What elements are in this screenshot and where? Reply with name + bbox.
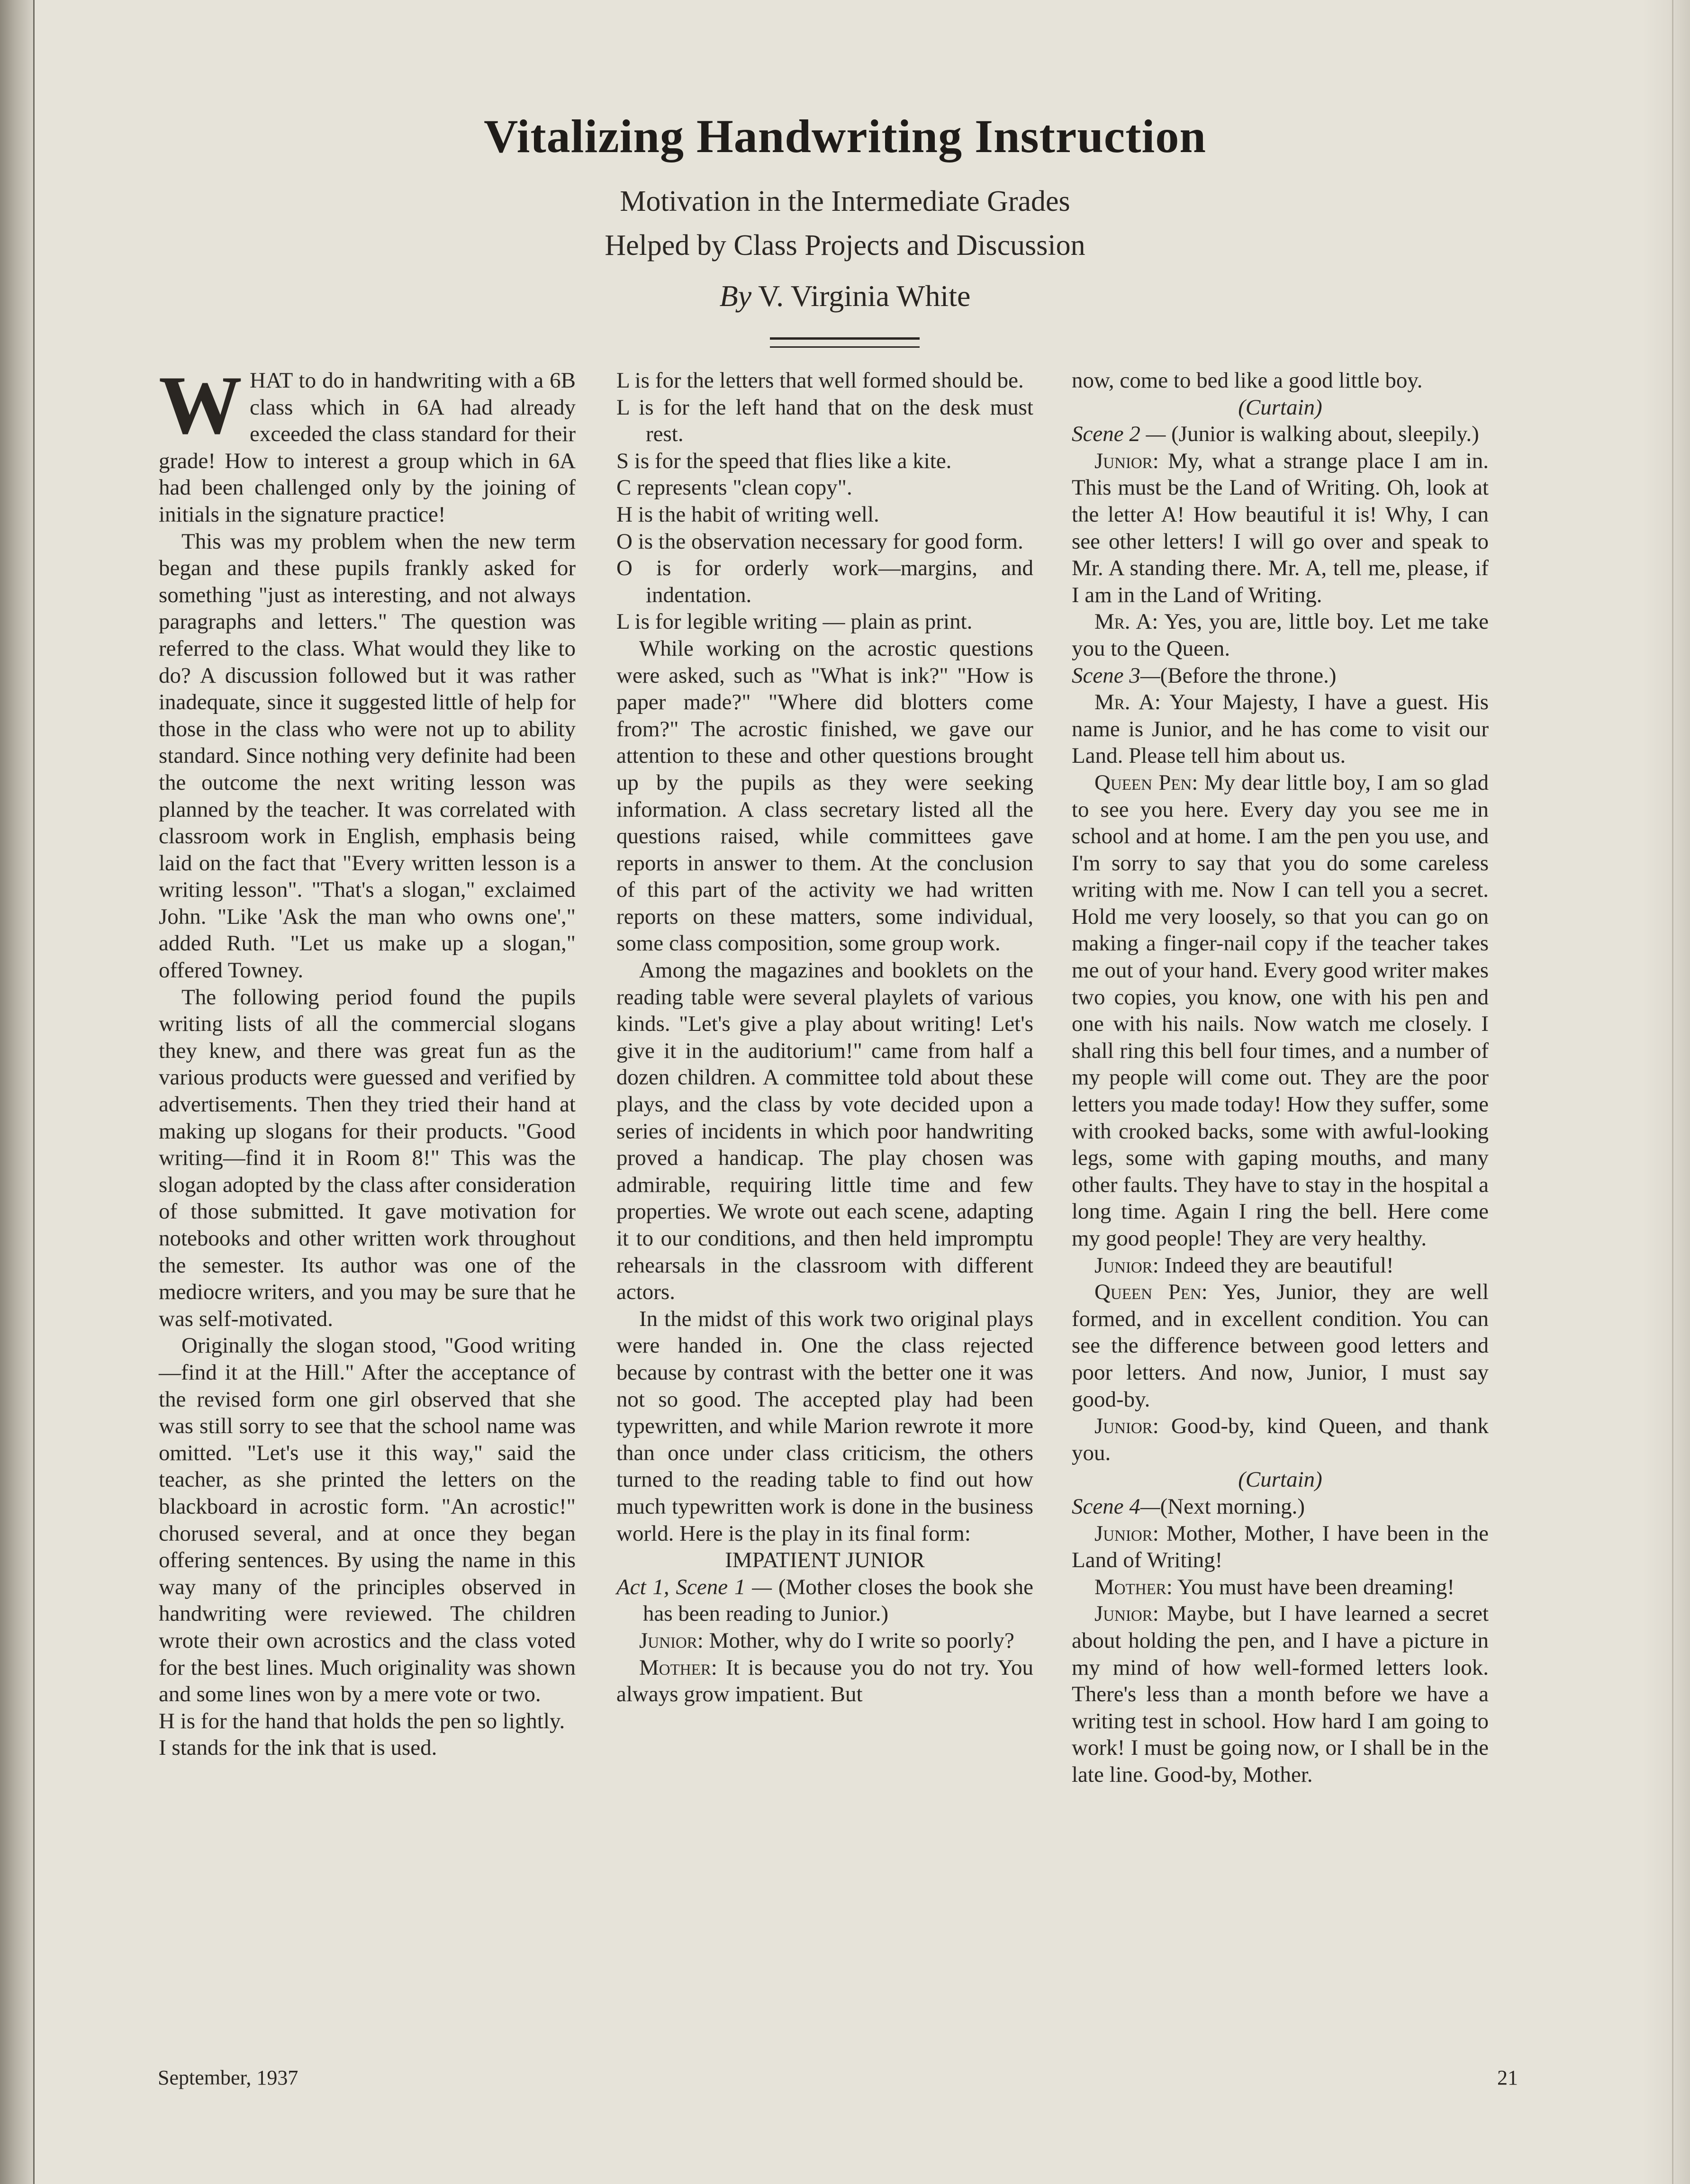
dialogue-line (1072, 1279, 1489, 1413)
page-right-edge (1643, 0, 1690, 2184)
scene-label: Scene 2 — (1072, 422, 1166, 447)
dialogue-text: My dear little boy, I am so glad to see you here. Every day you see me in school and at home. I am the pen you use, and I'm sorry to say that you do some careless writing with me. Now I can tell you a secret. Hold me very loosely, so that you can go on making a finger-nail copy if the teacher takes me out of your hand. Every good writer makes two copies, you know, one with his pen and one with his nails. Now watch me closely. I shall ring this bell four times, and a number of my people will come out. They are the poor letters you made today! How they suffer, some with crooked backs, some with awful-looking legs, some with gaping mouths, and many other faults. They have to stay in the hospital a long time. Again I ring the bell. Here come my good people! They are very healthy. (1072, 770, 1489, 1251)
acrostic-line: C represents "clean copy". (616, 475, 852, 500)
dialogue-text: Indeed they are beautiful! (1164, 1253, 1394, 1278)
article-subtitle-line-1: Motivation in the Intermediate Grades (620, 185, 1070, 217)
dialogue-line (1072, 1574, 1489, 1601)
title-divider-rule (770, 337, 920, 348)
paragraph: Originally the slogan stood, "Good writing—find it at the Hill." After the acceptance of the revised form one girl observed that she was still sorry to see that the school name was omitted. "Let's use it this way," said the teacher, as she printed the letters on the blackboard in acrostic form. "An acrostic!" chorused several, and at once they began offering sentences. By using the name in this way many of the principles observed in handwriting were reviewed. The children wrote their own acrostics and the class voted for the best lines. Much originality was shown and some lines won by a mere vote or two. (159, 1333, 576, 1707)
dialogue-line (1072, 608, 1489, 662)
dialogue-continuation: now, come to bed like a good little boy. (1072, 368, 1423, 393)
acrostic-line: L is for the left hand that on the desk must rest. (616, 395, 1033, 447)
dialogue-text: Mother, Mother, I have been in the Land of Writing! (1072, 1521, 1489, 1573)
speaker-name: Mother: (1094, 1574, 1173, 1599)
article-subtitle-line-2: Helped by Class Projects and Discussion (605, 229, 1085, 262)
scene-label: Scene 4— (1072, 1494, 1160, 1519)
dialogue-line (616, 1627, 1033, 1654)
acrostic-line: H is for the hand that holds the pen so lightly. (159, 1708, 565, 1733)
dialogue-text: My, what a strange place I am in. This must be the Land of Writing. Oh, look at the letter A! How beautiful it is! Why, I can see other letters! I will go over and speak to Mr. A standing there. Mr. A, tell me, please, if I am in the Land of Writing. (1072, 448, 1489, 607)
dialogue-text: It is because you do not try. You always grow impatient. But (616, 1655, 1033, 1707)
stage-direction-text: (Before the throne.) (1160, 663, 1337, 688)
curtain-direction: (Curtain) (1238, 395, 1322, 420)
byline-by-label: By (719, 279, 752, 313)
acrostic-line: L is for the letters that well formed should be. (616, 368, 1024, 393)
speaker-name: Junior: (1094, 1601, 1159, 1626)
author-name: V. Virginia White (758, 279, 971, 313)
dialogue-line (1072, 1600, 1489, 1788)
dialogue-line (1072, 1520, 1489, 1574)
dialogue-line (1072, 769, 1489, 1252)
play-title: IMPATIENT JUNIOR (725, 1548, 925, 1573)
paragraph: Among the magazines and booklets on the reading table were several playlets of various kinds. "Let's give a play about writing! Let's give it in the auditorium!" came from half a dozen children. A committee told about these plays, and the class by vote decided upon a series of incidents in which poor handwriting proved a handicap. The play chosen was admirable, requiring little time and few properties. We wrote out each scene, adapting it to our conditions, and then held impromptu rehearsals in the classroom with different actors. (616, 958, 1033, 1305)
byline (0, 279, 1690, 314)
speaker-name: Junior: (1094, 1521, 1159, 1546)
speaker-name: Junior: (1094, 448, 1159, 473)
acrostic-line: I stands for the ink that is used. (159, 1735, 437, 1760)
dialogue-text: Yes, Junior, they are well formed, and in excellent condition. You can see the difference between good letters and poor letters. And now, Junior, I must say good-by. (1072, 1280, 1489, 1412)
page-gutter-line (33, 0, 35, 2184)
paragraph: While working on the acrostic questions were asked, such as "What is ink?" "How is paper made?" "Where did blotters come from?" The acrostic finished, we gave our attention to these and other questions brought up by the pupils as they were seeking information. A class secretary listed all the questions raised, while committees gave reports in answer to them. At the conclusion of this part of the activity we had written reports on these matters, some individual, some class composition, some group work. (616, 636, 1033, 956)
issue-date: September, 1937 (158, 2066, 298, 2089)
curtain-direction: (Curtain) (1238, 1467, 1322, 1492)
acrostic-line: O is the observation necessary for good form. (616, 529, 1023, 554)
acrostic-line: O is for orderly work—margins, and indentation. (616, 556, 1033, 607)
stage-direction (1072, 421, 1489, 448)
paragraph: This was my problem when the new term began and these pupils frankly asked for something "just as interesting, and not always paragraphs and letters." The question was referred to the class. What would they like to do? A discussion followed but it was rather inadequate, since it suggested little of help for those in the class who were not up to ability standard. Since nothing very definite had been the outcome the next writing lesson was planned by the teacher. It was correlated with classroom work in English, emphasis being laid on the fact that "Every written lesson is a writing lesson". "That's a slogan," exclaimed John. "Like 'Ask the man who owns one'," added Ruth. "Let us make up a slogan," offered Towney. (159, 529, 576, 983)
acrostic-line: S is for the speed that flies like a kite. (616, 448, 952, 473)
speaker-name: Junior: (1094, 1414, 1159, 1439)
stage-direction-text: (Next morning.) (1160, 1494, 1305, 1519)
speaker-name: Junior: (639, 1628, 704, 1653)
dialogue-line (1072, 1413, 1489, 1466)
speaker-name: Mr. A: (1094, 609, 1158, 634)
binding-spine (0, 0, 33, 2184)
speaker-name: Queen Pen: (1094, 1280, 1208, 1305)
speaker-name: Mr. A: (1094, 690, 1161, 715)
drop-cap: W (159, 359, 242, 451)
scene-label: Scene 3— (1072, 663, 1160, 688)
dialogue-text: Mother, why do I write so poorly? (709, 1628, 1014, 1653)
column-2 (616, 367, 1033, 1708)
dialogue-text: Maybe, but I have learned a secret about holding the pen, and I have a picture in my mind of how well-formed letters look. There's less than a month before we have a writing test in school. How hard I am going to work! I must be going now, or I shall be in the late line. Good-by, Mother. (1072, 1601, 1489, 1787)
speaker-name: Junior: (1094, 1253, 1159, 1278)
stage-direction (1072, 662, 1489, 689)
paragraph: The following period found the pupils writing lists of all the commercial slogans they knew, and there was great fun as the various products were guessed and verified by advertisements. Then they tried their hand at making up slogans for their products. "Good writing—find it in Room 8!" This was the slogan adopted by the class after consideration of those submitted. It gave motivation for notebooks and other written work throughout the semester. Its author was one of the mediocre writers, and you may be sure that he was self-motivated. (159, 984, 576, 1331)
paragraph-opening-text: HAT to do in handwriting with a 6B class which in 6A had already exceeded the class standard for their grade! How to interest a group which in 6A had been challenged only by the joining of initials in the signature practice! (159, 368, 576, 527)
page-number: 21 (1497, 2066, 1518, 2089)
paragraph: In the midst of this work two original plays were handed in. One the class rejected because by contrast with the better one it was not so good. The accepted play had been typewritten, and while Marion rewrote it more than once under class criticism, the others turned to the reading table to find out how much typewritten work is done in the business world. Here is the play in its final form: (616, 1306, 1033, 1546)
dialogue-line (1072, 689, 1489, 769)
speaker-name: Mother: (639, 1655, 717, 1680)
scene-label: Act 1, Scene 1 — (616, 1574, 772, 1599)
speaker-name: Queen Pen: (1094, 770, 1198, 795)
dialogue-text: Yes, you are, little boy. Let me take you to the Queen. (1072, 609, 1489, 661)
article-title: Vitalizing Handwriting Instruction (484, 110, 1206, 162)
paragraph-opening (159, 359, 576, 528)
dialogue-line (616, 1654, 1033, 1708)
dialogue-text: Your Majesty, I have a guest. His name is Junior, and he has come to visit our Land. Please tell him about us. (1072, 690, 1489, 768)
stage-direction-text: (Mother closes the book she has been reading to Junior.) (643, 1574, 1033, 1626)
dialogue-text: You must have been dreaming! (1177, 1574, 1455, 1599)
stage-direction-text: (Junior is walking about, sleepily.) (1171, 422, 1479, 447)
stage-direction (1072, 1493, 1489, 1520)
acrostic-line: H is the habit of writing well. (616, 502, 879, 527)
column-1 (159, 359, 576, 1761)
dialogue-text: Good-by, kind Queen, and thank you. (1072, 1414, 1489, 1465)
dialogue-line (1072, 1252, 1489, 1279)
column-3 (1072, 367, 1489, 1788)
stage-direction (616, 1574, 1033, 1627)
dialogue-line (1072, 448, 1489, 609)
acrostic-line: L is for legible writing — plain as print. (616, 609, 973, 634)
